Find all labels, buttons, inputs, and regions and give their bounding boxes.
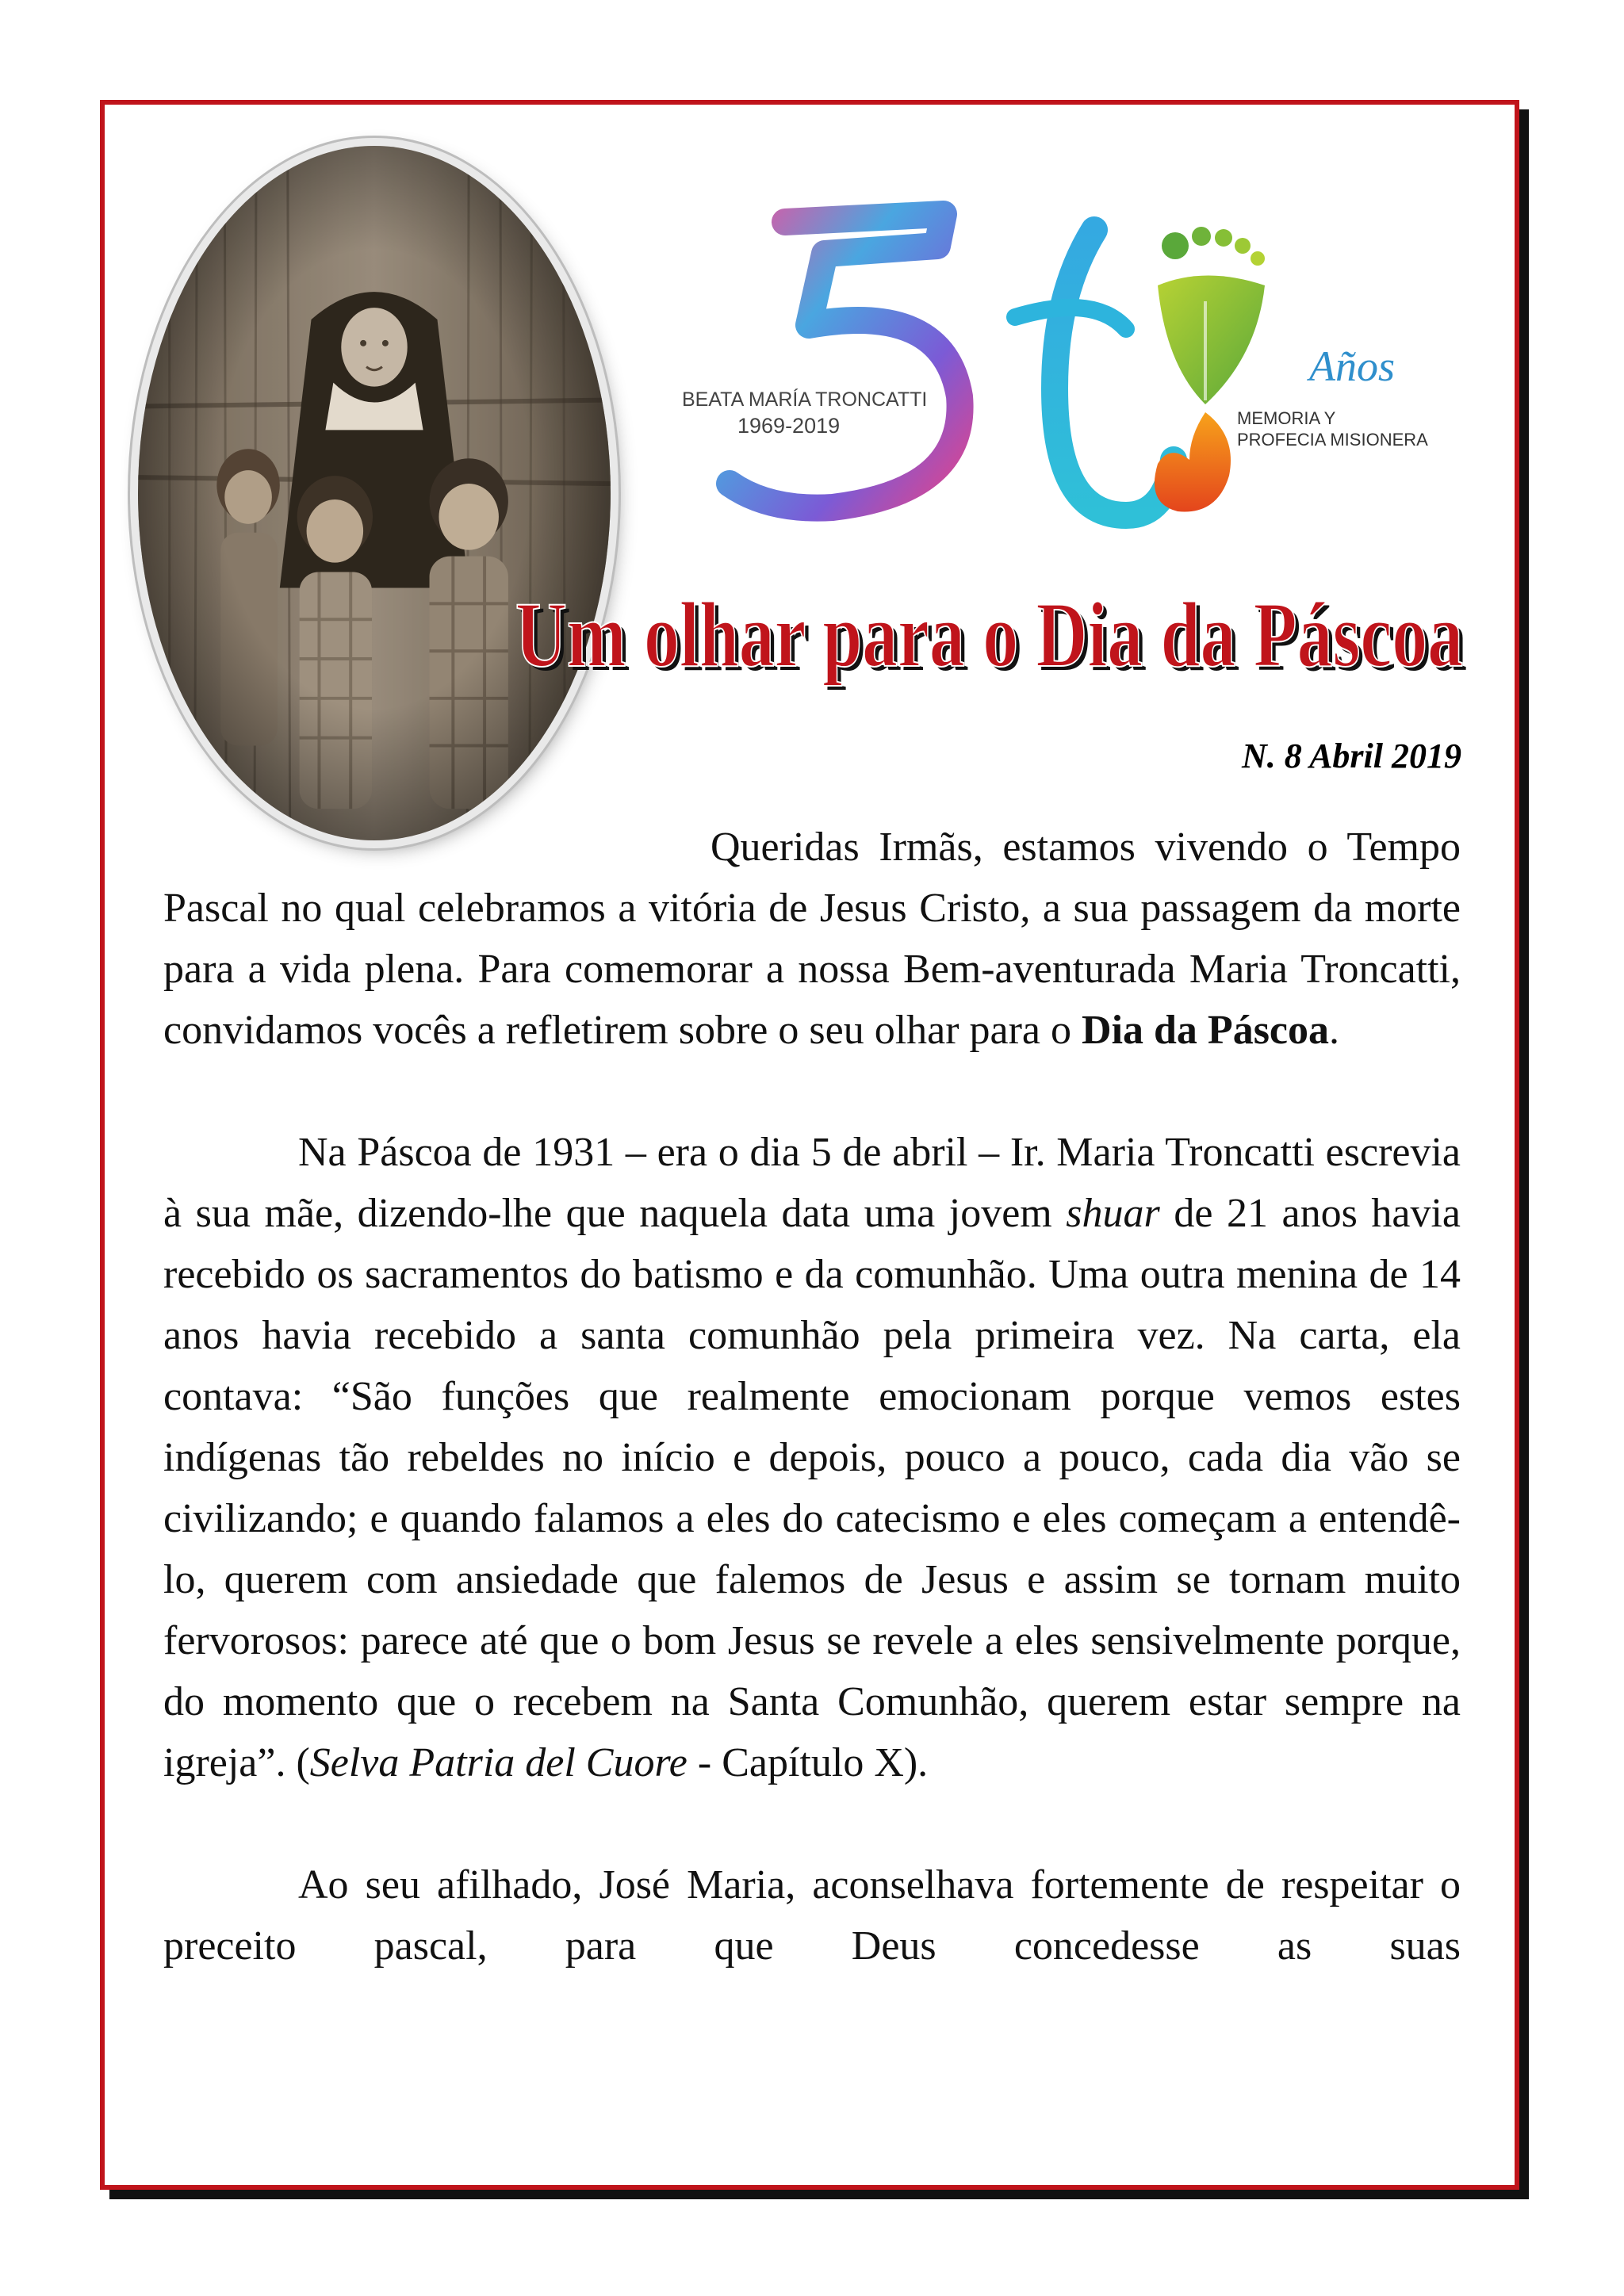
paragraph-godson-text: Ao seu afilhado, José Maria, aconselhava fortemente de respeitar o preceito pascal, para que Deus concedesse as suas bbox=[163, 1862, 1461, 1969]
logo-five-shape bbox=[730, 214, 960, 508]
logo-years-word: Años bbox=[1309, 342, 1395, 390]
paragraph-easter-part-b: de 21 anos havia recebido os sacramentos do batismo e da comunhão. Uma outra menina de 14 anos havia recebido a santa comunhão pela primeira vez. Na carta, ela contava: “São funções que realmente emocionam porque vemos estes indígenas tão rebeldes no início e depois, pouco a pouco, cada dia vão se civilizando; e quando falamos a eles do catecismo e eles começam a entendê-lo, querem com ansiedade que falemos de Jesus e assim se tornam muito fervorosos: parece até que o bom Jesus se revele a eles sensivelmente porque, do momento que o recebem na Santa Comunhão, querem estar sempre na igreja”. ( bbox=[163, 1191, 1461, 1785]
paragraph-intro-bold: Dia da Páscoa bbox=[1082, 1008, 1330, 1053]
headline-shadow: Um olhar para o Dia da Páscoa bbox=[519, 587, 1467, 691]
paragraph-easter-part-a: Na Páscoa de 1931 – era o dia 5 de abril – Ir. Maria Troncatti escrevia à sua mãe, dizendo-lhe que naquela data uma jovem bbox=[163, 1130, 1461, 1236]
paragraph-intro bbox=[163, 817, 1461, 1061]
paragraph-easter-source: Selva Patria del Cuore bbox=[309, 1740, 688, 1785]
paragraph-godson bbox=[163, 1854, 1461, 1976]
article-body bbox=[163, 817, 1461, 1976]
historical-photo bbox=[138, 146, 611, 840]
paragraph-intro-end: . bbox=[1329, 1008, 1340, 1053]
photo-illustration bbox=[138, 146, 611, 840]
logo-tagline-1: MEMORIA Y bbox=[1237, 408, 1336, 428]
issue-number: N. 8 Abril 2019 bbox=[1241, 737, 1461, 775]
anniversary-logo bbox=[682, 198, 1443, 531]
logo-date-range: 1969-2019 bbox=[737, 414, 841, 438]
flame-icon bbox=[1155, 412, 1231, 511]
paragraph-easter-shuar: shuar bbox=[1066, 1191, 1160, 1236]
logo-blessed-name: BEATA MARÍA TRONCATTI bbox=[682, 388, 928, 411]
headline-text: Um olhar para o Dia da Páscoa bbox=[515, 583, 1463, 687]
paragraph-easter-part-c: - Capítulo X). bbox=[687, 1740, 929, 1785]
headline bbox=[508, 564, 1469, 691]
logo-graphic bbox=[682, 198, 1443, 531]
footprint-icon bbox=[1158, 227, 1265, 404]
logo-tagline-2: PROFECIA MISIONERA bbox=[1237, 430, 1428, 450]
headline-graphic bbox=[508, 564, 1469, 691]
paragraph-intro-text: Queridas Irmãs, estamos vivendo o Tempo Pascal no qual celebramos a vitória de Jesus Cristo, a sua passagem da morte para a vida plena. Para comemorar a nossa Bem-aventurada Maria Troncatti, convidamos vocês a refletirem sobre o seu olhar para o bbox=[163, 825, 1461, 1053]
paragraph-easter-1931 bbox=[163, 1122, 1461, 1793]
